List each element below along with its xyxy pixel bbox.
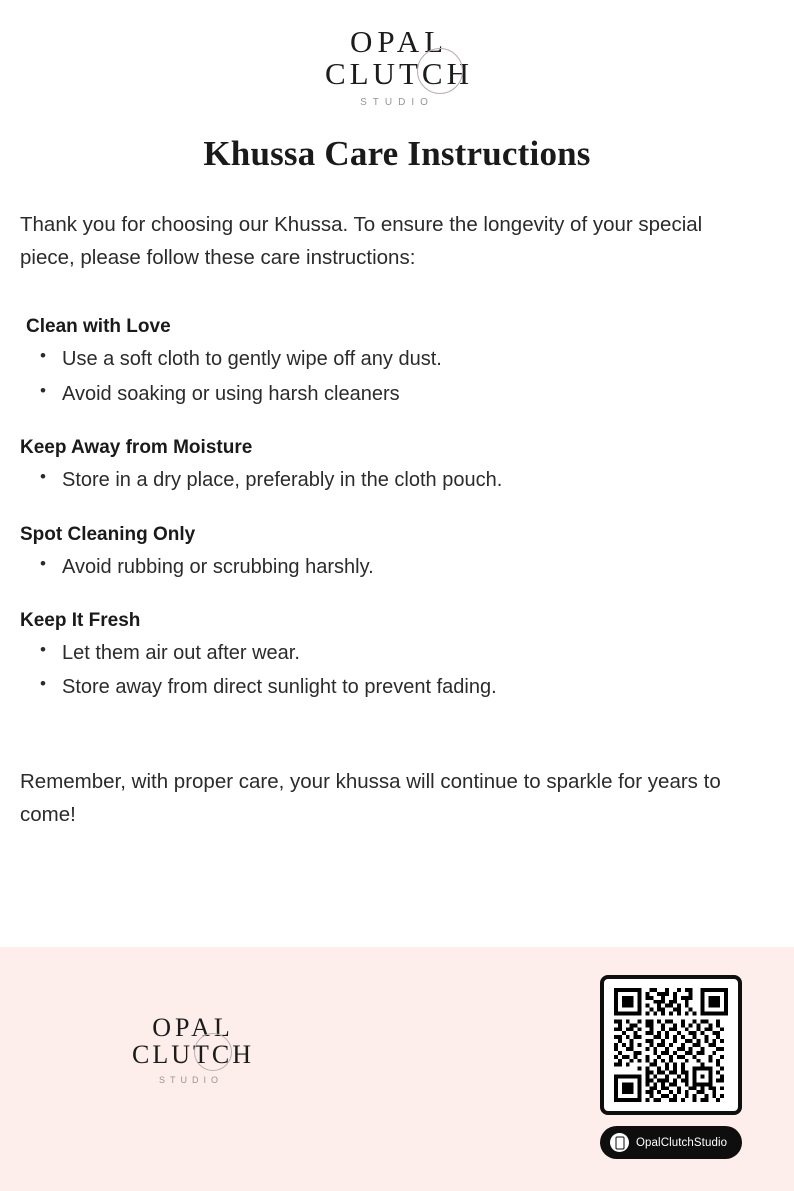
section-heading: Spot Cleaning Only <box>20 523 196 545</box>
footer-logo-text-studio: STUDIO <box>158 1075 223 1085</box>
list-item: • Store away from direct sunlight to prevent fading. <box>62 670 772 704</box>
page-title: Khussa Care Instructions <box>203 134 591 173</box>
list-item: • Store in a dry place, preferably in the cloth pouch. <box>62 463 772 497</box>
footer-logo <box>96 1015 286 1088</box>
section-list <box>20 550 772 584</box>
qr-code-icon <box>613 988 729 1102</box>
closing-paragraph: Remember, with proper care, your khussa will continue to sparkle for years to come! <box>20 769 721 826</box>
phone-icon <box>610 1133 629 1152</box>
list-item: • Use a soft cloth to gently wipe off any dust. <box>62 342 772 376</box>
header-logo <box>0 0 794 110</box>
section-list <box>20 463 772 497</box>
qr-handle-pill[interactable] <box>600 1126 742 1159</box>
logo-mark <box>321 26 473 108</box>
section-spot-cleaning-only <box>20 524 772 584</box>
logo-text-clutch: CLUTCH <box>325 56 473 91</box>
section-heading: Keep It Fresh <box>20 609 141 631</box>
section-list <box>20 636 772 705</box>
list-item: • Let them air out after wear. <box>62 636 772 670</box>
list-item: • Avoid rubbing or scrubbing harshly. <box>62 550 772 584</box>
qr-block[interactable] <box>600 975 742 1159</box>
qr-handle-label: OpalClutchStudio <box>636 1136 728 1149</box>
footer-logo-text-opal: OPAL <box>152 1013 234 1042</box>
section-heading: Clean with Love <box>26 316 171 338</box>
section-list <box>20 342 772 411</box>
intro-paragraph: Thank you for choosing our Khussa. To ensure the longevity of your special piece, please follow these care instructions: <box>20 213 703 270</box>
section-heading: Keep Away from Moisture <box>20 437 253 459</box>
footer-logo-text-clutch: CLUTCH <box>132 1040 254 1069</box>
section-clean-with-love <box>20 316 772 411</box>
section-keep-it-fresh <box>20 610 772 705</box>
footer-logo-mark <box>128 1015 254 1085</box>
list-item: • Avoid soaking or using harsh cleaners <box>62 377 772 411</box>
logo-text-opal: OPAL <box>349 24 449 59</box>
logo-text-studio: STUDIO <box>360 97 434 108</box>
page-footer <box>0 947 794 1191</box>
section-keep-away-from-moisture <box>20 437 772 497</box>
qr-code[interactable] <box>600 975 742 1115</box>
document-body <box>0 174 794 947</box>
